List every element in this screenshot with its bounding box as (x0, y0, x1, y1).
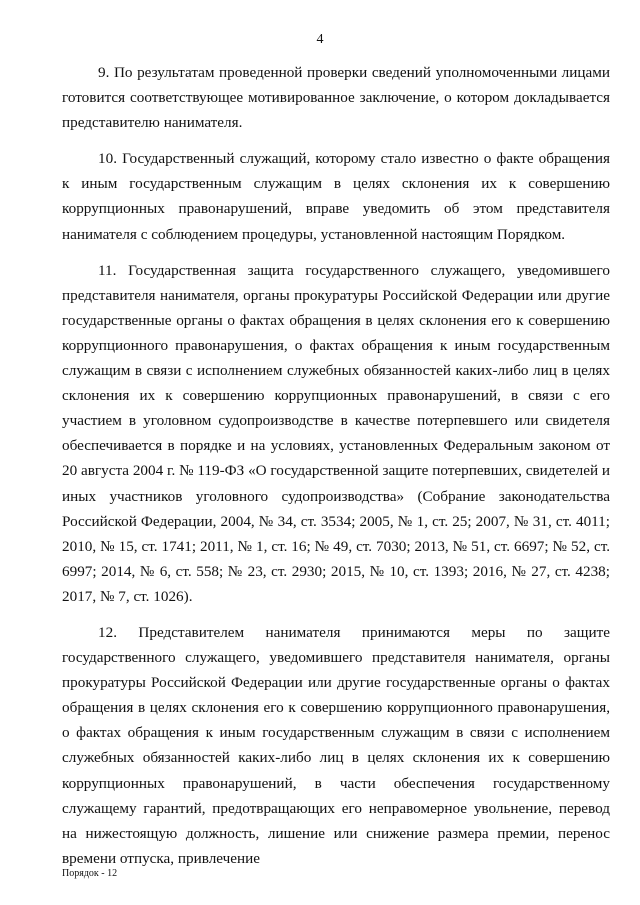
page-number: 4 (316, 32, 324, 47)
document-body (62, 60, 610, 871)
footer-label: Порядок - 12 (62, 868, 118, 879)
paragraph-9: 9. По результатам проведенной проверки сведений уполномоченными лицами готовится соответствующее мотивированное заключение, о котором докладывается представителю нанимателя. (62, 64, 610, 132)
paragraph-11: 11. Государственная защита государственного служащего, уведомившего представителя нанимателя, органы прокуратуры Российской Федерации или другие государственные органы о фактах обращения в целях склонения его к совершению коррупционного правонарушения, о фактах обращения к иным государственным служащим в связи с исполнением служебных обязанностей каких-либо лиц в целях склонения их к совершению коррупционных правонарушений, в связи с его участием в уголовном судопроизводстве в качестве потерпевшего или свидетеля обеспечивается в порядке и на условиях, установленных Федеральным законом от 20 августа 2004 г. № 119-ФЗ «О государственной защите потерпевших, свидетелей и иных участников уголовного судопроизводства» (Собрание законодательства Российской Федерации, 2004, № 34, ст. 3534; 2005, № 1, ст. 25; 2007, № 31, ст. 4011; 2010, № 15, ст. 1741; 2011, № 1, ст. 16; № 49, ст. 7030; 2013, № 51, ст. 6697; № 52, ст. 6997; 2014, № 6, ст. 558; № 23, ст. 2930; 2015, № 10, ст. 1393; 2016, № 27, ст. 4238; 2017, № 7, ст. 1026). (62, 261, 611, 605)
paragraph-12: 12. Представителем нанимателя принимаются меры по защите государственного служащего, уведомившего представителя нанимателя, органы прокуратуры Российской Федерации или другие государственные органы о фактах обращения в целях склонения его к совершению коррупционного правонарушения, о фактах обращения к иным государственным служащим в связи с исполнением служебных обязанностей каких-либо лиц в целях склонения их к совершению коррупционных правонарушений, в части обеспечения государственному служащему гарантий, предотвращающих его неправомерное увольнение, перевод на нижестоящую должность, лишение или снижение размера премии, перенос времени отпуска, привлечение (62, 623, 610, 867)
paragraph-10: 10. Государственный служащий, которому стало известно о факте обращения к иным государственным служащим в целях склонения их к совершению коррупционных правонарушений, вправе уведомить об этом представителя нанимателя с соблюдением процедуры, установленной настоящим Порядком. (62, 150, 610, 243)
